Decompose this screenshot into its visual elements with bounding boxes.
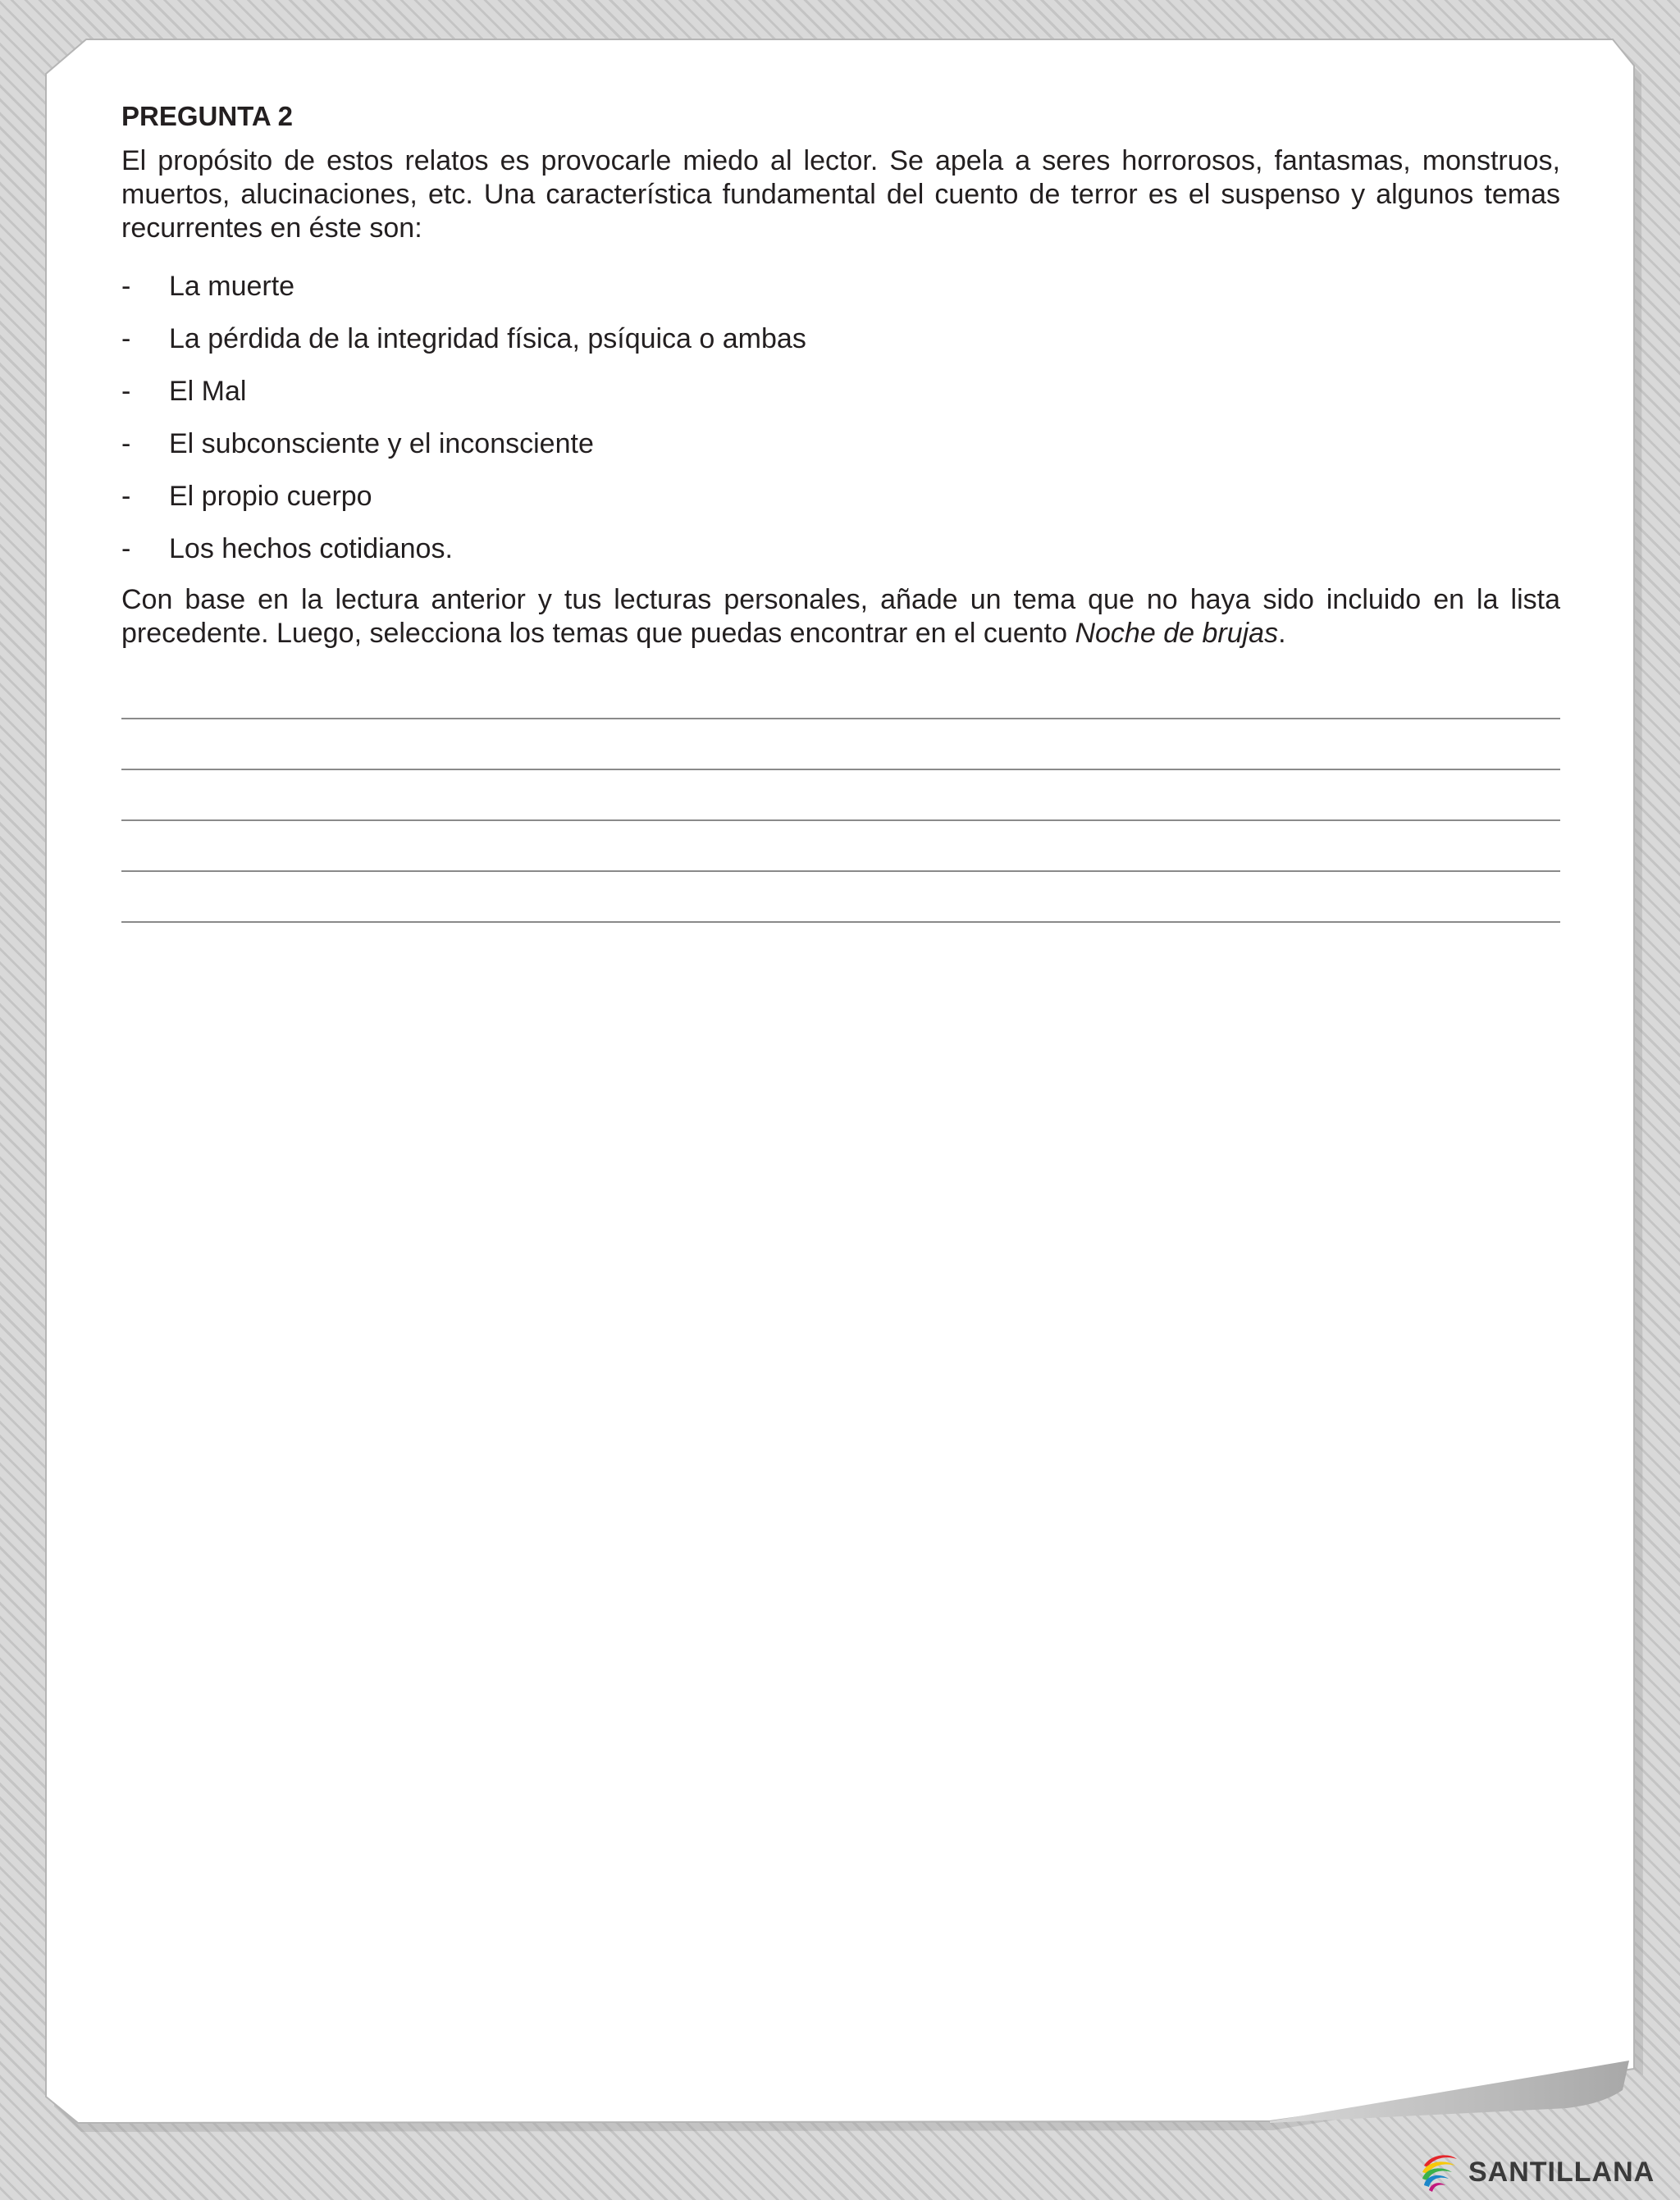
topic-item (121, 470, 1560, 523)
publisher-logo (1419, 2149, 1655, 2195)
bullet-dash: - (121, 376, 131, 407)
worksheet-content (121, 97, 1560, 923)
bullet-dash: - (121, 533, 131, 564)
answer-line[interactable] (121, 872, 1560, 923)
topic-label: El propio cuerpo (169, 481, 372, 512)
bullet-dash: - (121, 481, 131, 512)
question-title: PREGUNTA 2 (121, 101, 294, 131)
bullet-dash: - (121, 323, 131, 354)
topic-item (121, 418, 1560, 470)
topic-item (121, 260, 1560, 313)
bullet-dash: - (121, 271, 131, 302)
intro-paragraph: El propósito de estos relatos es provocarle miedo al lector. Se apela a seres horrorosos, fantasmas, monstruos, muertos, alucinaciones, etc. Una característica fundamental del cuento de terror es el suspenso y algunos temas recurrentes en éste son: (121, 145, 1560, 244)
topic-label: Los hechos cotidianos. (169, 533, 453, 564)
bullet-dash: - (121, 428, 131, 459)
brand-name: SANTILLANA (1468, 2156, 1655, 2188)
topic-item (121, 523, 1560, 575)
answer-line[interactable] (121, 669, 1560, 719)
topic-label: El Mal (169, 376, 247, 407)
topic-item (121, 313, 1560, 365)
answer-line[interactable] (121, 770, 1560, 821)
topic-list (121, 260, 1560, 575)
answer-line[interactable] (121, 821, 1560, 872)
santillana-swirl-icon (1419, 2149, 1465, 2195)
instruction-text: Con base en la lectura anterior y tus lecturas personales, añade un tema que no haya sido incluido en la lista precedente. Luego, selecciona los temas que puedas encontrar en el cuento (121, 584, 1560, 649)
topic-label: La pérdida de la integridad física, psíquica o ambas (169, 323, 806, 354)
instruction-paragraph (121, 583, 1560, 650)
topic-label: El subconsciente y el inconsciente (169, 428, 594, 459)
answer-line[interactable] (121, 719, 1560, 770)
story-title: Noche de brujas (1075, 618, 1279, 649)
answer-lines (121, 669, 1560, 923)
instruction-end: . (1278, 618, 1286, 649)
topic-label: La muerte (169, 271, 295, 302)
topic-item (121, 365, 1560, 418)
